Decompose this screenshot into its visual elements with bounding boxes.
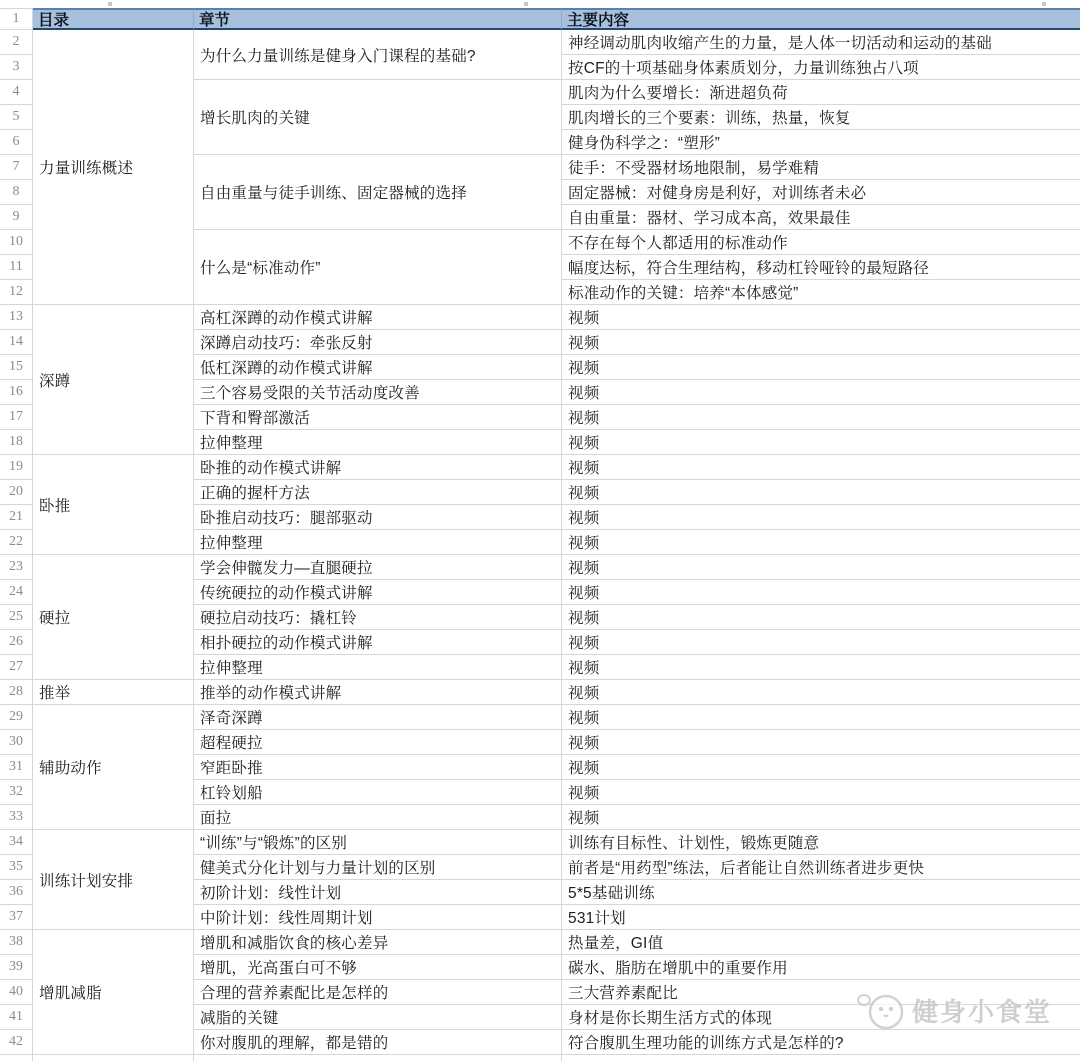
chapter-cell[interactable]: 增长肌肉的关键 — [194, 80, 562, 155]
row-number-cell[interactable]: 19 — [0, 455, 33, 480]
row-number-cell[interactable]: 18 — [0, 430, 33, 455]
content-cell[interactable]: 不存在每个人都适用的标准动作 — [562, 230, 1080, 255]
column-header-chapter[interactable]: 章节 — [194, 8, 562, 30]
row-number-cell[interactable]: 16 — [0, 380, 33, 405]
content-cell[interactable]: 视频 — [562, 505, 1080, 530]
toc-cell[interactable]: 深蹲 — [33, 305, 194, 455]
content-cell[interactable]: 视频 — [562, 630, 1080, 655]
row-number-cell[interactable]: 21 — [0, 505, 33, 530]
row-number-cell[interactable]: 30 — [0, 730, 33, 755]
row-number-cell[interactable]: 38 — [0, 930, 33, 955]
row-number-cell[interactable]: 7 — [0, 155, 33, 180]
content-cell[interactable]: 视频 — [562, 755, 1080, 780]
row-number-cell[interactable]: 22 — [0, 530, 33, 555]
cropped-top-edge — [0, 0, 1080, 8]
row-number-cell[interactable]: 4 — [0, 80, 33, 105]
content-cell[interactable]: 视频 — [562, 780, 1080, 805]
row-number-cell[interactable]: 29 — [0, 705, 33, 730]
row-number-cell[interactable]: 25 — [0, 605, 33, 630]
chapter-cell[interactable]: 低杠深蹲的动作模式讲解 — [194, 355, 562, 380]
partial-row-cell — [562, 1055, 1080, 1061]
chapter-cell[interactable]: 增肌，光高蛋白可不够 — [194, 955, 562, 980]
content-cell[interactable]: 三大营养素配比 — [562, 980, 1080, 1005]
row-number-cell[interactable]: 33 — [0, 805, 33, 830]
content-cell[interactable]: 肌肉为什么要增长：渐进超负荷 — [562, 80, 1080, 105]
chapter-cell[interactable]: 中阶计划：线性周期计划 — [194, 905, 562, 930]
content-cell[interactable]: 视频 — [562, 680, 1080, 705]
content-cell[interactable]: 视频 — [562, 655, 1080, 680]
chapter-cell[interactable]: 超程硬拉 — [194, 730, 562, 755]
content-cell[interactable]: 健身伪科学之：“塑形” — [562, 130, 1080, 155]
content-cell[interactable]: 热量差，GI值 — [562, 930, 1080, 955]
row-number-cell[interactable]: 20 — [0, 480, 33, 505]
chapter-cell[interactable]: 初阶计划：线性计划 — [194, 880, 562, 905]
chapter-cell[interactable]: 高杠深蹲的动作模式讲解 — [194, 305, 562, 330]
row-number-cell[interactable]: 12 — [0, 280, 33, 305]
content-cell[interactable]: 标准动作的关键：培养“本体感觉” — [562, 280, 1080, 305]
row-number-cell[interactable]: 23 — [0, 555, 33, 580]
row-number-cell[interactable]: 32 — [0, 780, 33, 805]
row-number-header[interactable]: 1 — [0, 8, 33, 30]
chapter-cell[interactable]: 三个容易受限的关节活动度改善 — [194, 380, 562, 405]
chapter-cell[interactable]: 拉伸整理 — [194, 430, 562, 455]
chapter-cell[interactable]: 拉伸整理 — [194, 655, 562, 680]
content-cell[interactable]: 视频 — [562, 330, 1080, 355]
cropped-glyph — [1042, 2, 1046, 6]
row-number-cell[interactable]: 17 — [0, 405, 33, 430]
chapter-cell[interactable]: 下背和臀部激活 — [194, 405, 562, 430]
row-number-cell[interactable]: 24 — [0, 580, 33, 605]
row-number-cell[interactable]: 14 — [0, 330, 33, 355]
chapter-cell[interactable]: 窄距卧推 — [194, 755, 562, 780]
content-cell[interactable]: 碳水、脂肪在增肌中的重要作用 — [562, 955, 1080, 980]
row-number-cell[interactable]: 15 — [0, 355, 33, 380]
row-number-cell[interactable]: 11 — [0, 255, 33, 280]
cropped-glyph — [108, 2, 112, 6]
content-cell[interactable]: 视频 — [562, 480, 1080, 505]
row-number-cell[interactable]: 27 — [0, 655, 33, 680]
watermark-text: 健身小食堂 — [912, 996, 1053, 1027]
row-number-cell[interactable]: 34 — [0, 830, 33, 855]
cropped-glyph — [524, 2, 528, 6]
content-cell[interactable]: 视频 — [562, 555, 1080, 580]
content-cell[interactable]: 531计划 — [562, 905, 1080, 930]
content-cell[interactable]: 视频 — [562, 430, 1080, 455]
row-number-cell[interactable]: 10 — [0, 230, 33, 255]
chapter-cell[interactable]: 自由重量与徒手训练、固定器械的选择 — [194, 155, 562, 230]
content-cell[interactable]: 视频 — [562, 355, 1080, 380]
content-cell[interactable]: 符合腹肌生理功能的训练方式是怎样的? — [562, 1030, 1080, 1055]
chapter-cell[interactable]: 健美式分化计划与力量计划的区别 — [194, 855, 562, 880]
partial-row-cell — [194, 1055, 562, 1061]
content-cell[interactable]: 视频 — [562, 405, 1080, 430]
chapter-cell[interactable]: 什么是“标准动作” — [194, 230, 562, 305]
content-cell[interactable]: 视频 — [562, 730, 1080, 755]
row-number-cell[interactable]: 8 — [0, 180, 33, 205]
chapter-cell[interactable]: 拉伸整理 — [194, 530, 562, 555]
content-cell[interactable]: 按CF的十项基础身体素质划分，力量训练独占八项 — [562, 55, 1080, 80]
row-number-cell[interactable]: 39 — [0, 955, 33, 980]
toc-cell[interactable]: 训练计划安排 — [33, 830, 194, 930]
chapter-cell[interactable]: 相扑硬拉的动作模式讲解 — [194, 630, 562, 655]
content-cell[interactable]: 幅度达标，符合生理结构，移动杠铃哑铃的最短路径 — [562, 255, 1080, 280]
row-number-cell[interactable]: 42 — [0, 1030, 33, 1055]
row-number-cell[interactable]: 40 — [0, 980, 33, 1005]
row-number-cell[interactable]: 5 — [0, 105, 33, 130]
row-number-cell[interactable]: 41 — [0, 1005, 33, 1030]
content-cell[interactable]: 视频 — [562, 705, 1080, 730]
chapter-cell[interactable]: 面拉 — [194, 805, 562, 830]
content-cell[interactable]: 前者是“用药型”练法，后者能让自然训练者进步更快 — [562, 855, 1080, 880]
content-cell[interactable]: 5*5基础训练 — [562, 880, 1080, 905]
partial-row-cell — [33, 1055, 194, 1061]
row-number-cell[interactable]: 37 — [0, 905, 33, 930]
toc-cell[interactable]: 推举 — [33, 680, 194, 705]
chapter-cell[interactable]: 硬拉启动技巧：撬杠铃 — [194, 605, 562, 630]
toc-cell[interactable]: 增肌减脂 — [33, 930, 194, 1055]
chapter-cell[interactable]: 增肌和减脂饮食的核心差异 — [194, 930, 562, 955]
content-cell[interactable]: 身材是你长期生活方式的体现 — [562, 1005, 1080, 1030]
chapter-cell[interactable]: 泽奇深蹲 — [194, 705, 562, 730]
row-number-cell[interactable]: 6 — [0, 130, 33, 155]
content-cell[interactable]: 肌肉增长的三个要素：训练，热量，恢复 — [562, 105, 1080, 130]
chapter-cell[interactable]: 合理的营养素配比是怎样的 — [194, 980, 562, 1005]
row-number-cell[interactable]: 36 — [0, 880, 33, 905]
chapter-cell[interactable]: 杠铃划船 — [194, 780, 562, 805]
row-number-cell[interactable]: 13 — [0, 305, 33, 330]
chapter-cell[interactable]: 正确的握杆方法 — [194, 480, 562, 505]
row-number-cell[interactable]: 28 — [0, 680, 33, 705]
row-number-cell[interactable]: 26 — [0, 630, 33, 655]
content-cell[interactable]: 视频 — [562, 605, 1080, 630]
content-cell[interactable]: 视频 — [562, 805, 1080, 830]
chapter-cell[interactable]: 卧推启动技巧：腿部驱动 — [194, 505, 562, 530]
row-number-cell[interactable]: 3 — [0, 55, 33, 80]
toc-cell[interactable]: 辅助动作 — [33, 705, 194, 830]
row-number-cell[interactable]: 9 — [0, 205, 33, 230]
content-cell[interactable]: 神经调动肌肉收缩产生的力量，是人体一切活动和运动的基础 — [562, 30, 1080, 55]
content-cell[interactable]: 视频 — [562, 530, 1080, 555]
content-cell[interactable]: 徒手：不受器材场地限制，易学难精 — [562, 155, 1080, 180]
content-cell[interactable]: 固定器械：对健身房是利好，对训练者未必 — [562, 180, 1080, 205]
column-header-content[interactable]: 主要内容 — [562, 8, 1080, 30]
content-cell[interactable]: 视频 — [562, 455, 1080, 480]
row-number-cell[interactable]: 35 — [0, 855, 33, 880]
sheet-grid — [0, 8, 1080, 1061]
toc-cell[interactable]: 力量训练概述 — [33, 30, 194, 305]
chapter-cell[interactable]: 传统硬拉的动作模式讲解 — [194, 580, 562, 605]
chapter-cell[interactable]: 推举的动作模式讲解 — [194, 680, 562, 705]
content-cell[interactable]: 视频 — [562, 305, 1080, 330]
content-cell[interactable]: 自由重量：器材、学习成本高，效果最佳 — [562, 205, 1080, 230]
chapter-cell[interactable]: “训练”与“锻炼”的区别 — [194, 830, 562, 855]
chapter-cell[interactable]: 学会伸髋发力—直腿硬拉 — [194, 555, 562, 580]
content-cell[interactable]: 训练有目标性、计划性，锻炼更随意 — [562, 830, 1080, 855]
column-header-toc[interactable]: 目录 — [33, 8, 194, 30]
toc-cell[interactable]: 卧推 — [33, 455, 194, 555]
content-cell[interactable]: 视频 — [562, 580, 1080, 605]
content-cell[interactable]: 视频 — [562, 380, 1080, 405]
row-number-cell[interactable]: 2 — [0, 30, 33, 55]
chapter-cell[interactable]: 减脂的关键 — [194, 1005, 562, 1030]
chapter-cell[interactable]: 卧推的动作模式讲解 — [194, 455, 562, 480]
toc-cell[interactable]: 硬拉 — [33, 555, 194, 680]
chapter-cell[interactable]: 你对腹肌的理解，都是错的 — [194, 1030, 562, 1055]
chapter-cell[interactable]: 为什么力量训练是健身入门课程的基础? — [194, 30, 562, 80]
partial-row-cell — [0, 1055, 33, 1061]
chapter-cell[interactable]: 深蹲启动技巧：牵张反射 — [194, 330, 562, 355]
row-number-cell[interactable]: 31 — [0, 755, 33, 780]
